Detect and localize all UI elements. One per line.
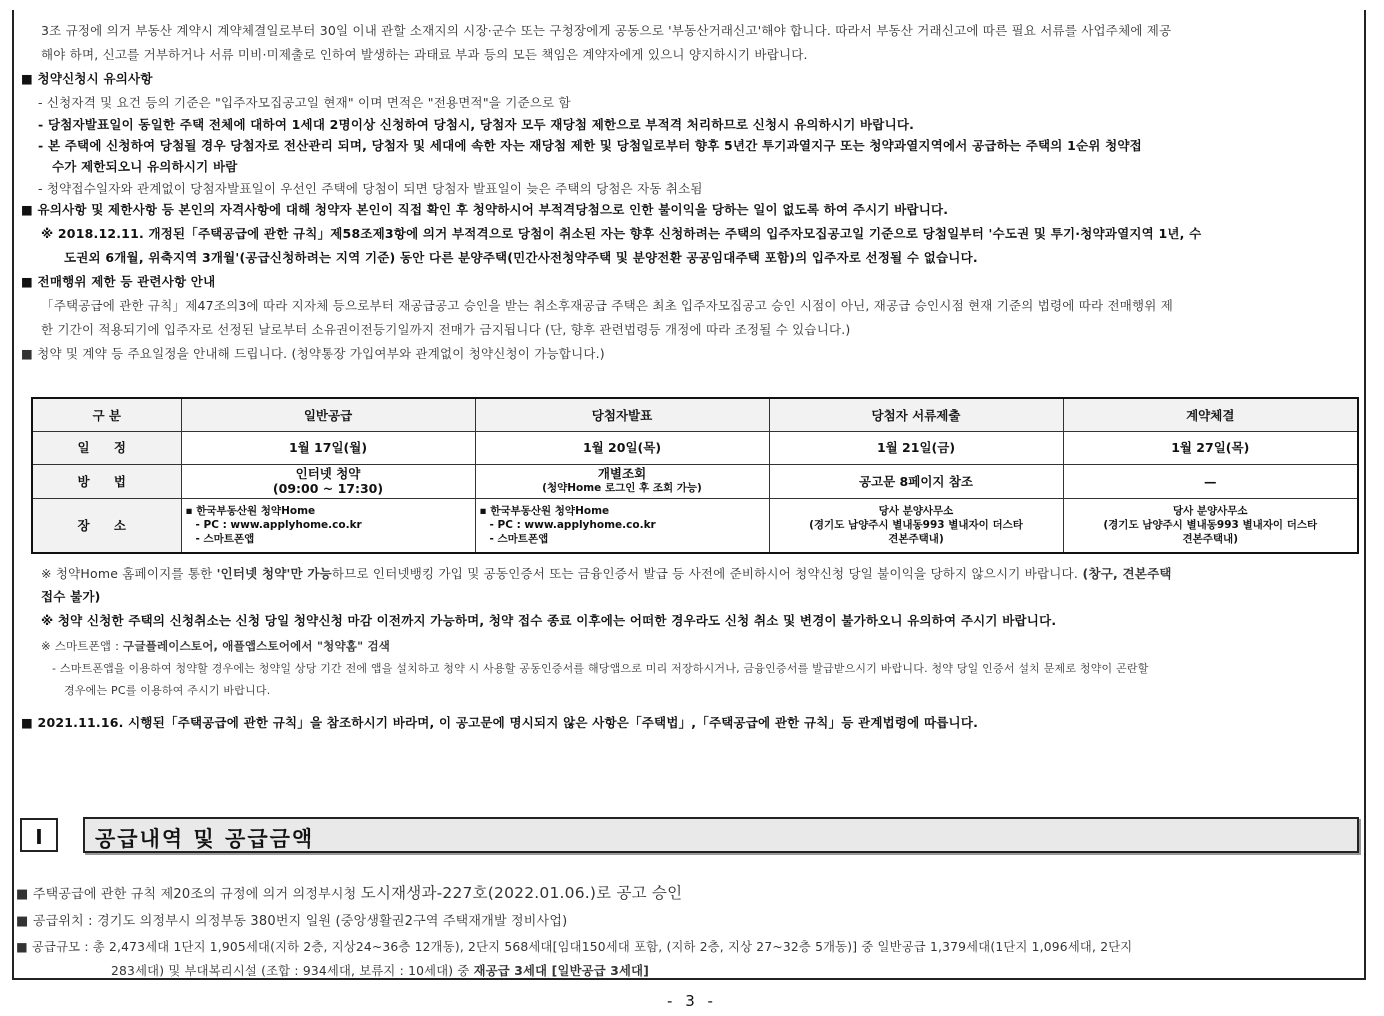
table-row [32,464,1358,498]
text-line: 「주택공급에 관한 규칙」제47조의3에 따라 지자체 등으로부터 재공급공고 승인을 받는 취소후재공급 주택은 최초 입주자모집공고 승인 시점이 아닌, 재공급 승인시점 현재 기준의 법령에 따라 전매행위 제 [41,298,1174,313]
rule-notice: ■ 2021.11.16. 시행된「주택공급에 관한 규칙」을 참조하시기 바라며, 이 공고문에 명시되지 않은 사항은「주택법」,「주택공급에 관한 규칙」등 관계법령에 따릅니다. [21,715,979,730]
note-part: 하므로 인터넷뱅킹 가입 및 공동인증서 또는 금융인증서 발급 등 사전에 준비하시어 청약신청 당일 불이익을 당하지 않으시기 바랍니다. [331,566,1078,581]
text-part: 도시재생과-227호(2022.01.06.)로 공고 승인 [360,884,683,902]
list-item: - 본 주택에 신청하여 당첨될 경우 당첨자로 전산관리 되며, 당첨자 및 세대에 속한 자는 재당첨 제한 및 당첨일로부터 향후 5년간 투기과열지구 또는 청약과열지역에서 공급하는 주택의 1순위 청약접 [38,138,1142,153]
note-part: '인터넷 청약'만 가능 [216,566,332,581]
schedule-table [31,397,1359,554]
table-cell: — [1063,464,1358,498]
text-line: 해야 하며, 신고를 거부하거나 서류 미비·미제출로 인하여 발생하는 과태료 부과 등의 모든 책임은 계약자에게 있으니 양지하시기 바랍니다. [41,47,808,62]
row-label: 일 정 [32,432,181,464]
table-cell: 1월 27일(목) [1063,432,1358,464]
cell-line: (경기도 남양주시 별내동993 별내자이 더스타 [1103,519,1318,532]
text-part: ■ 주택공급에 관한 규칙 제20조의 규정에 의거 의정부시청 [16,887,361,902]
cell-line: - PC : www.applyhome.co.kr [195,519,362,532]
table-cell: 1월 17일(월) [181,432,475,464]
list-item: 수가 제한되오니 유의하시기 바람 [52,159,238,174]
table-header: 계약체결 [1063,398,1358,432]
table-cell [181,464,475,498]
note-text [41,637,390,655]
cell-line: 견본주택내) [888,533,944,546]
list-item: - 청약접수일자와 관계없이 당첨자발표일이 우선인 주택에 당첨이 되면 당첨자 발표일이 늦은 주택의 당첨은 자동 취소됨 [38,181,703,196]
text-line: 3조 규정에 의거 부동산 계약시 계약체결일로부터 30일 이내 관할 소재지의 시장·군수 또는 구청장에게 공동으로 '부동산거래신고'해야 합니다. 따라서 부동산 거래신고에 따른 필요 서류를 사업주체에 제공 [41,23,1172,38]
note-text: 경우에는 PC를 이용하여 주시기 바랍니다. [64,684,271,697]
note-part: (창구, 견본주택 [1078,566,1172,581]
row-label: 장 소 [32,498,181,553]
table-cell: 1월 21일(금) [769,432,1063,464]
cell-line: 당사 분양사무소 [878,505,954,518]
table-cell [769,498,1063,553]
cell-line: - 스마트폰앱 [489,533,549,546]
cell-line: - PC : www.applyhome.co.kr [489,519,656,532]
note-text: ※ 2018.12.11. 개정된「주택공급에 관한 규칙」제58조제3항에 의거 부적격으로 당첨이 취소된 자는 향후 신청하려는 주택의 입주자모집공고일 기준으로 당첨일부터 '수도권 및 투기·청약과열지역 1년, 수 [41,226,1202,241]
note-text: - 스마트폰앱을 이용하여 청약할 경우에는 청약일 상당 기간 전에 앱을 설치하고 청약 시 사용할 공동인증서를 해당앱으로 미리 저장하시거나, 금융인증서를 발급받으시기 바랍니다. 청약 당일 인증서 설치 문제로 청약이 곤란할 [52,662,1149,675]
list-item: - 당첨자발표일이 동일한 주택 전체에 대하여 1세대 2명이상 신청하여 당첨시, 당첨자 모두 재당첨 제한으로 부적격 처리하므로 신청시 유의하시기 바랍니다. [38,117,915,132]
note-part: ※ 스마트폰앱 : [41,639,124,653]
cell-line: ▪ 한국부동산원 청약Home [185,505,316,518]
schedule-intro: ■ 청약 및 계약 등 주요일정을 안내해 드립니다. (청약통장 가입여부와 관계없이 청약신청이 가능합니다.) [21,346,605,361]
table-row [32,432,1358,464]
note-text: 접수 불가) [41,589,101,604]
table-cell [181,498,475,553]
table-header-row [32,398,1358,432]
cell-line: 견본주택내) [1182,533,1238,546]
cell-line: (청약Home 로그인 후 조회 가능) [542,482,702,495]
cell-line: (09:00 ~ 17:30) [272,481,384,497]
table-cell: 공고문 8페이지 참조 [769,464,1063,498]
table-header: 당첨자발표 [475,398,769,432]
cell-line: (경기도 남양주시 별내동993 별내자이 더스타 [809,519,1023,532]
table-cell [1063,498,1358,553]
section-heading: ■ 유의사항 및 제한사항 등 본인의 자격사항에 대해 청약자 본인이 직접 확인 후 청약하시어 부적격당첨으로 인한 불이익을 당하는 일이 없도록 하여 주시기 바랍니다. [21,202,949,217]
note-part: 구글플레이스토어, 애플앱스토어에서 "청약홈" 검색 [123,639,391,653]
note-text: 도권외 6개월, 위축지역 3개월'(공급신청하려는 지역 기준) 동안 다른 분양주택(민간사전청약주택 및 분양전환 공공임대주택 포함)의 입주자로 선정될 수 없습니다. [64,250,978,265]
table-row [32,498,1358,553]
section-heading: ■ 청약신청시 유의사항 [21,71,153,86]
section-heading: ■ 전매행위 제한 등 관련사항 안내 [21,274,216,289]
section-number: I [20,818,58,852]
text-part: 283세대) 및 부대복리시설 (조합 : 934세대, 보류지 : 10세대) 중 [111,964,474,978]
cell-line: 인터넷 청약 [295,466,361,482]
supply-scale [111,962,649,980]
note-text [41,565,1172,583]
table-cell [475,498,769,553]
supply-approval [16,884,682,904]
table-cell [475,464,769,498]
section-header-bar [83,817,1359,853]
page-number: - 3 - [667,992,717,1010]
cell-line: 당사 분양사무소 [1172,505,1248,518]
text-line: 한 기간이 적용되기에 입주자로 선정된 날로부터 소유권이전등기일까지 전매가 금지됩니다 (단, 향후 관련법령등 개정에 따라 조정될 수 있습니다.) [41,322,851,337]
cell-line: 개별조회 [597,466,647,482]
cell-line: - 스마트폰앱 [195,533,255,546]
cell-line: ▪ 한국부동산원 청약Home [479,505,610,518]
table-header: 일반공급 [181,398,475,432]
section-title: 공급내역 및 공급금액 [95,827,315,851]
list-item: - 신청자격 및 요건 등의 기준은 "입주자모집공고일 현재" 이며 면적은 "전용면적"을 기준으로 함 [38,95,571,110]
supply-location: ■ 공급위치 : 경기도 의정부시 의정부동 380번지 일원 (중앙생활권2구역 주택재개발 정비사업) [16,914,568,929]
table-cell: 1월 20일(목) [475,432,769,464]
table-header: 당첨자 서류제출 [769,398,1063,432]
note-text: ※ 청약 신청한 주택의 신청취소는 신청 당일 청약신청 마감 이전까지 가능하며, 청약 접수 종료 이후에는 어떠한 경우라도 신청 취소 및 변경이 불가하오니 유의하여 주시기 바랍니다. [41,613,1057,628]
note-part: ※ 청약Home 홈페이지를 통한 [41,566,217,581]
text-part: 재공급 3세대 [일반공급 3세대] [473,964,650,978]
supply-scale: ■ 공급규모 : 총 2,473세대 1단지 1,905세대(지하 2층, 지상24~36층 12개동), 2단지 568세대[임대150세대 포함, (지하 2층, 지상 27~32층 5개동)] 중 일반공급 1,379세대(1단지 1,096세대, 2단지 [16,940,1133,954]
table-header: 구 분 [32,398,181,432]
row-label: 방 법 [32,464,181,498]
